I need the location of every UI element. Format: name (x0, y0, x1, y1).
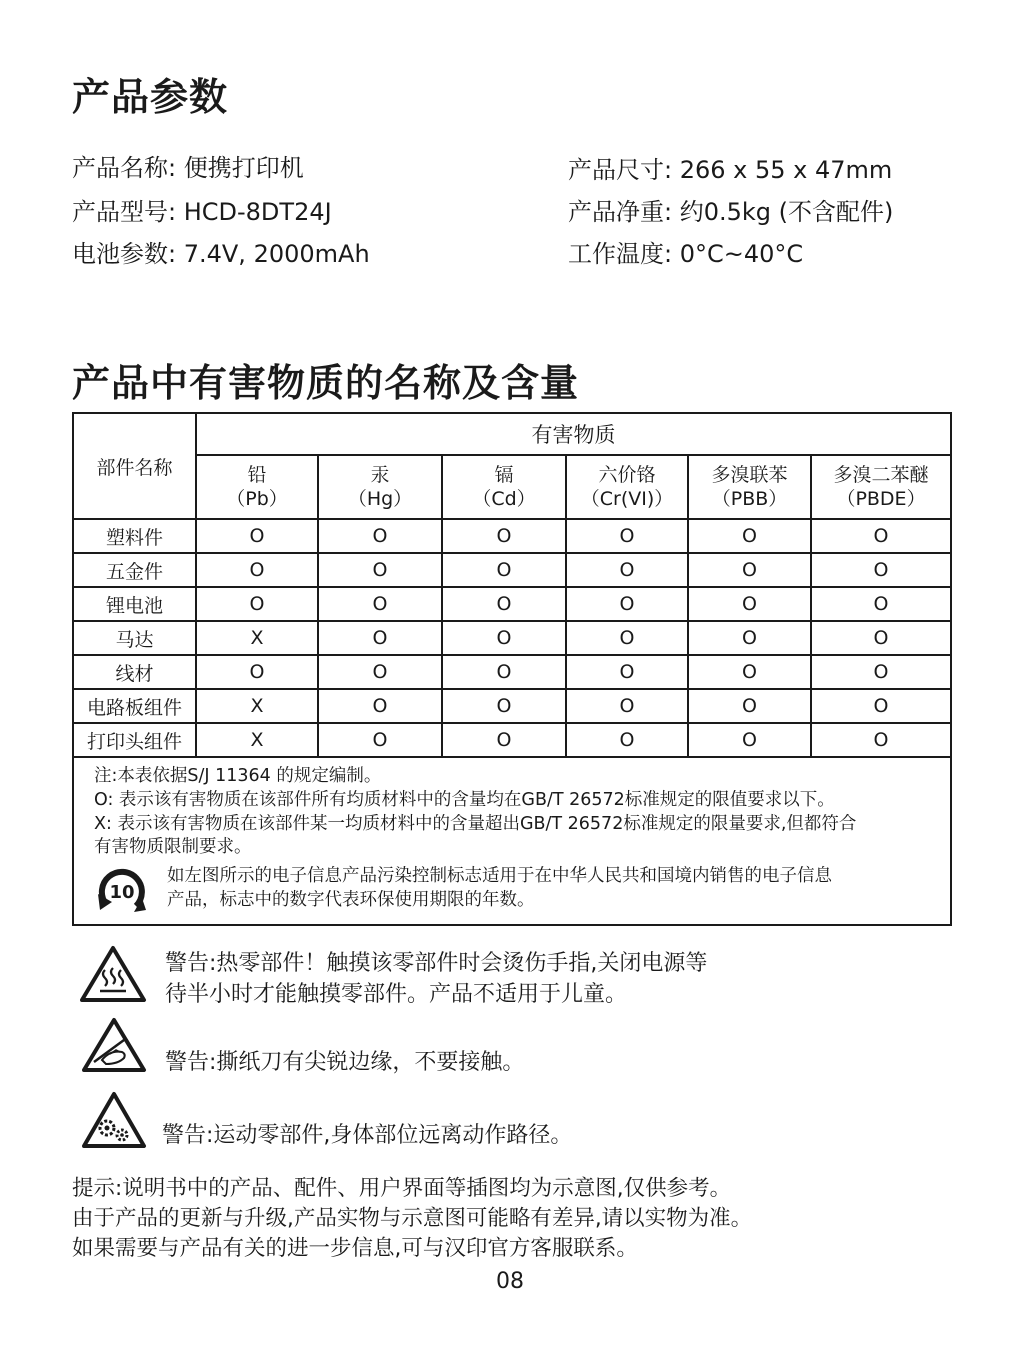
page-number: 08 (496, 1269, 524, 1294)
spec-value: HCD-8DT24J (183, 198, 332, 226)
substance-symbol: （PBB） (711, 488, 788, 510)
moving-parts-icon (80, 1090, 148, 1150)
substance-value-cell: X (196, 723, 318, 757)
spec-name: 产品名称: 便携打印机 (72, 154, 304, 182)
substance-value-cell: O (688, 621, 811, 655)
spec-value: 266 x 55 x 47mm (679, 156, 893, 184)
spec-value: 约0.5kg (不含配件) (679, 198, 894, 226)
substance-value-cell: O (688, 723, 811, 757)
table-row (73, 519, 951, 553)
section-title-hazardous: 产品中有害物质的名称及含量 (72, 361, 580, 405)
warning-moving: 警告:运动零部件,身体部位远离动作路径。 (162, 1123, 573, 1148)
part-name-header: 部件名称 (73, 413, 196, 519)
substance-value-cell: O (566, 587, 688, 621)
substance-header (566, 455, 688, 519)
substance-header (318, 455, 442, 519)
substance-name: 汞 (370, 464, 390, 486)
substance-value-cell: O (442, 587, 566, 621)
substance-value-cell: O (811, 723, 951, 757)
substance-name: 六价铬 (598, 464, 656, 486)
warning-blade: 警告:撕纸刀有尖锐边缘，不要接触。 (165, 1050, 525, 1075)
hazardous-group-header: 有害物质 (196, 413, 951, 455)
substance-header (688, 455, 811, 519)
substance-value-cell: O (442, 621, 566, 655)
efup-10-icon (92, 864, 152, 916)
spec-weight: 产品净重: 约0.5kg (不含配件) (568, 198, 894, 226)
part-name-cell: 打印头组件 (73, 723, 196, 757)
substance-value-cell: O (318, 587, 442, 621)
substance-value-cell: O (566, 655, 688, 689)
substance-value-cell: O (566, 553, 688, 587)
table-row (73, 587, 951, 621)
substance-symbol: （PBDE） (836, 488, 926, 510)
substance-value-cell: O (688, 553, 811, 587)
substance-value-cell: O (318, 723, 442, 757)
warning-hot-line-2: 待半小时才能触摸零部件。产品不适用于儿童。 (165, 982, 628, 1007)
spec-temperature: 工作温度: 0°C~40°C (568, 240, 804, 268)
substance-value-cell: O (442, 689, 566, 723)
substance-name: 镉 (494, 464, 514, 486)
substance-name: 铅 (247, 464, 267, 486)
table-notes (73, 757, 951, 925)
substance-value-cell: O (811, 655, 951, 689)
substance-value-cell: O (318, 655, 442, 689)
table-row (73, 655, 951, 689)
substance-value-cell: O (318, 519, 442, 553)
tip-line-1: 提示:说明书中的产品、配件、用户界面等插图均为示意图,仅供参考。 (72, 1176, 732, 1201)
substance-value-cell: O (811, 587, 951, 621)
spec-model: 产品型号: HCD-8DT24J (72, 198, 332, 226)
spec-size: 产品尺寸: 266 x 55 x 47mm (568, 156, 893, 184)
substance-header (196, 455, 318, 519)
spec-label: 产品型号 (72, 198, 168, 226)
tip-line-2: 由于产品的更新与升级,产品实物与示意图可能略有差异,请以实物为准。 (72, 1206, 753, 1231)
substance-value-cell: O (318, 553, 442, 587)
table-row (73, 723, 951, 757)
substance-value-cell: O (196, 655, 318, 689)
spec-label: 工作温度 (568, 240, 664, 268)
spec-battery: 电池参数: 7.4V, 2000mAh (72, 240, 370, 268)
part-name-cell: 马达 (73, 621, 196, 655)
substance-value-cell: O (318, 621, 442, 655)
substance-header (811, 455, 951, 519)
substance-value-cell: O (442, 519, 566, 553)
spec-label: 电池参数 (72, 240, 168, 268)
svg-text:10: 10 (109, 882, 135, 903)
substance-value-cell: O (196, 519, 318, 553)
substance-value-cell: O (688, 655, 811, 689)
substance-value-cell: O (811, 689, 951, 723)
substance-value-cell: X (196, 621, 318, 655)
part-name-cell: 塑料件 (73, 519, 196, 553)
section-title-product-params: 产品参数 (72, 75, 229, 119)
substance-value-cell: O (566, 519, 688, 553)
substance-value-cell: O (688, 519, 811, 553)
table-row (73, 689, 951, 723)
hot-surface-icon (78, 944, 148, 1004)
part-name-cell: 电路板组件 (73, 689, 196, 723)
tip-line-3: 如果需要与产品有关的进一步信息,可与汉印官方客服联系。 (72, 1236, 638, 1261)
spec-value: 便携打印机 (183, 154, 304, 182)
efup-description: 如左图所示的电子信息产品污染控制标志适用于在中华人民共和国境内销售的电子信息 (167, 866, 832, 886)
note-line: 注:本表依据S/J 11364 的规定编制。 (94, 766, 382, 786)
substance-value-cell: O (442, 553, 566, 587)
substance-name: 多溴二苯醚 (833, 464, 929, 486)
hazardous-substances-table (72, 412, 952, 926)
substance-value-cell: O (442, 723, 566, 757)
substance-symbol: （Cr(VI)） (580, 488, 674, 510)
substance-symbol: （Cd） (472, 488, 536, 510)
part-name-cell: 线材 (73, 655, 196, 689)
substance-value-cell: O (196, 587, 318, 621)
substance-value-cell: O (811, 519, 951, 553)
spec-value: 7.4V, 2000mAh (183, 240, 370, 268)
substance-symbol: （Hg） (347, 488, 413, 510)
substance-name: 多溴联苯 (711, 464, 788, 486)
efup-description: 产品，标志中的数字代表环保使用期限的年数。 (167, 890, 535, 910)
table-row (73, 553, 951, 587)
spec-value: 0°C~40°C (679, 240, 804, 268)
substance-value-cell: O (688, 689, 811, 723)
spec-label: 产品尺寸 (568, 156, 664, 184)
substance-value-cell: O (318, 689, 442, 723)
substance-value-cell: O (566, 689, 688, 723)
substance-value-cell: O (566, 621, 688, 655)
note-line: O: 表示该有害物质在该部件所有均质材料中的含量均在GB/T 26572标准规定的限值要求以下。 (94, 790, 835, 810)
table-row (73, 621, 951, 655)
substance-symbol: （Pb） (226, 488, 288, 510)
part-name-cell: 锂电池 (73, 587, 196, 621)
substance-value-cell: O (196, 553, 318, 587)
note-line: X: 表示该有害物质在该部件某一均质材料中的含量超出GB/T 26572标准规定的限量要求,但都符合 (94, 814, 857, 834)
substance-value-cell: O (811, 621, 951, 655)
note-line: 有害物质限制要求。 (94, 837, 252, 857)
sharp-blade-icon (80, 1016, 148, 1074)
substance-value-cell: O (566, 723, 688, 757)
substance-value-cell: O (442, 655, 566, 689)
part-name-cell: 五金件 (73, 553, 196, 587)
substance-value-cell: X (196, 689, 318, 723)
warning-hot-line-1: 警告:热零部件！触摸该零部件时会烫伤手指,关闭电源等 (165, 951, 708, 976)
spec-label: 产品净重 (568, 198, 664, 226)
substance-value-cell: O (811, 553, 951, 587)
substance-header (442, 455, 566, 519)
spec-label: 产品名称 (72, 154, 168, 182)
substance-value-cell: O (688, 587, 811, 621)
